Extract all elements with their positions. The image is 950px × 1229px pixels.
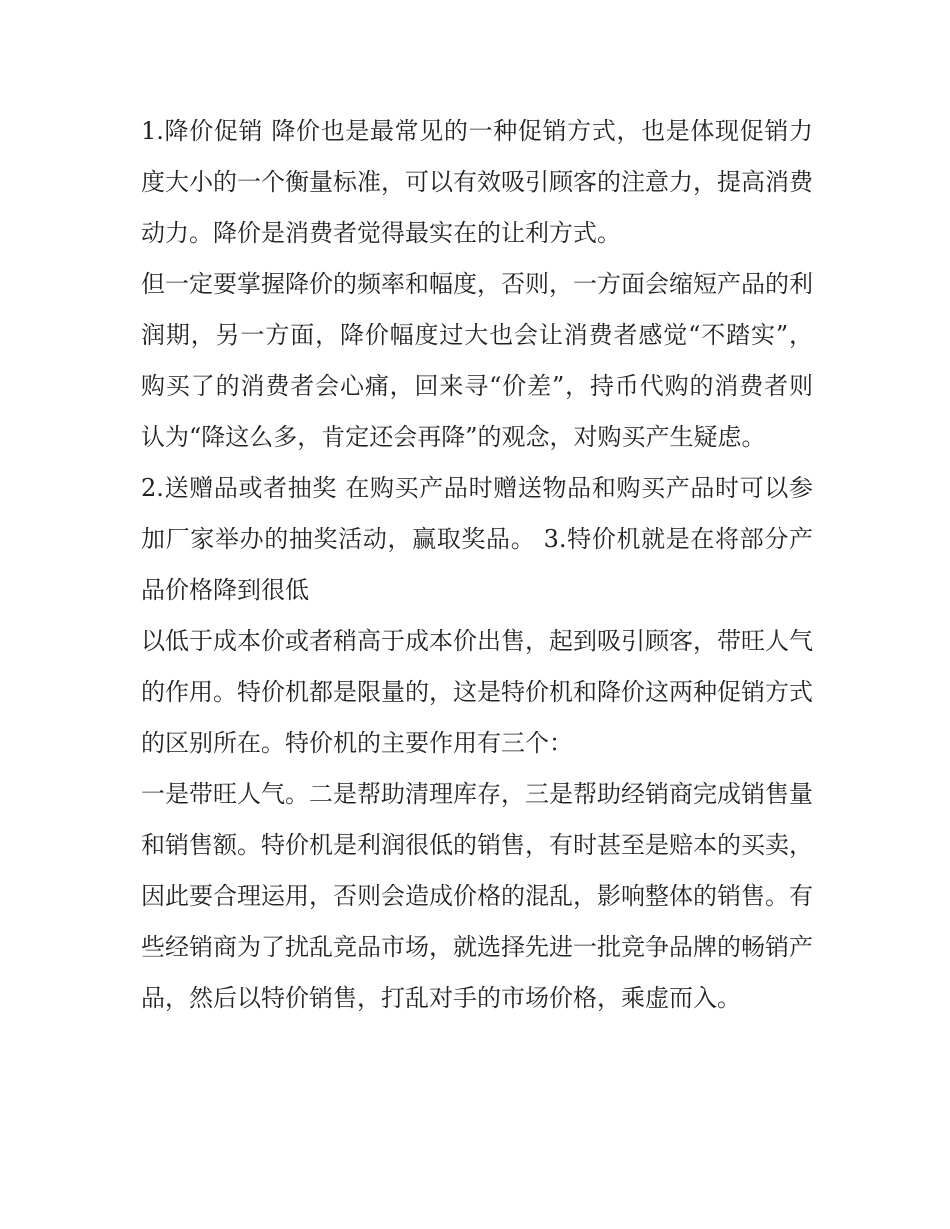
paragraph-special-price-units: 以低于成本价或者稍高于成本价出售，起到吸引顾客，带旺人气的作用。特价机都是限量的，这是特价机和降价这两种促销方式的区别所在。特价机的主要作用有三个： bbox=[141, 627, 813, 757]
paragraph-price-cut-promotion: 1.降价促销 降价也是最常见的一种促销方式，也是体现促销力度大小的一个衡量标准，可以有效吸引顾客的注意力，提高消费动力。降价是消费者觉得最实在的让利方式。 bbox=[141, 117, 813, 247]
paragraph-gifts-and-lottery: 2.送赠品或者抽奖 在购买产品时赠送物品和购买产品时可以参加厂家举办的抽奖活动，赢取奖品。 3.特价机就是在将部分产品价格降到很低 bbox=[141, 474, 813, 604]
document-body bbox=[141, 106, 813, 1024]
paragraph-price-cut-caution: 但一定要掌握降价的频率和幅度，否则，一方面会缩短产品的利润期，另一方面，降价幅度过大也会让消费者感觉“不踏实”，购买了的消费者会心痛，回来寻“价差”，持币代购的消费者则认为“降这么多，肯定还会再降”的观念，对购买产生疑虑。 bbox=[141, 270, 813, 451]
paragraph-special-price-purposes: 一是带旺人气。二是帮助清理库存，三是帮助经销商完成销售量和销售额。特价机是利润很低的销售，有时甚至是赔本的买卖，因此要合理运用，否则会造成价格的混乱，影响整体的销售。有些经销商为了扰乱竞品市场，就选择先进一批竞争品牌的畅销产品，然后以特价销售，打乱对手的市场价格，乘虚而入。 bbox=[141, 780, 813, 1012]
